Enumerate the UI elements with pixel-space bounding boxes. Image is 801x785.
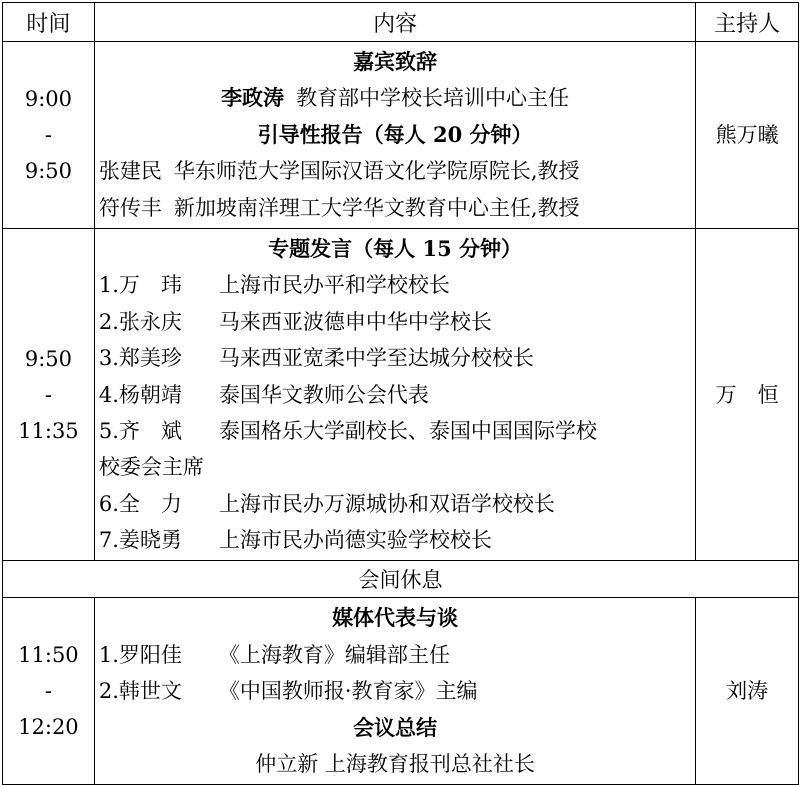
list-item	[99, 377, 691, 413]
speaker-role: 上海市民办万源城协和双语学校校长	[218, 491, 555, 516]
opening-line	[99, 80, 691, 116]
break-row	[3, 561, 799, 598]
time-dash: -	[44, 679, 52, 704]
time-dash: -	[44, 122, 52, 147]
header-host: 主持人	[696, 3, 799, 42]
time-end: 9:50	[24, 158, 72, 183]
header-row	[3, 3, 799, 42]
speaker-name: 1.罗阳佳	[98, 642, 182, 667]
time-cell	[3, 228, 95, 561]
speaker-role: 上海市民办尚德实验学校校长	[218, 528, 492, 553]
time-dash: -	[44, 382, 52, 407]
session-row-1	[3, 42, 799, 229]
time-start: 11:50	[18, 643, 79, 668]
schedule-table	[2, 2, 799, 785]
host-cell: 熊万曦	[696, 42, 799, 229]
speaker-name: 2.韩世文	[98, 679, 182, 704]
speaker-name: 7.姜晓勇	[98, 528, 182, 553]
list-item	[99, 637, 691, 673]
header-time: 时间	[3, 3, 95, 42]
list-item	[99, 340, 691, 376]
speaker-role: 教育部中学校长培训中心主任	[296, 86, 570, 111]
host-cell: 万 恒	[696, 228, 799, 561]
section-title: 引导性报告（每人 20 分钟）	[257, 121, 533, 147]
speaker-role: 新加坡南洋理工大学华文教育中心主任,教授	[173, 195, 580, 220]
time-start: 9:50	[24, 346, 72, 371]
speaker-role: 华东师范大学国际汉语文化学院原院长,教授	[173, 159, 580, 184]
speaker-name: 3.郑美珍	[98, 346, 182, 371]
section-title: 会议总结	[353, 714, 438, 740]
time-end: 12:20	[18, 715, 79, 740]
speaker-role: 《中国教师报·教育家》主编	[218, 679, 478, 704]
speaker-role: 马来西亚波德申中华中学校长	[218, 309, 492, 334]
list-item	[99, 413, 691, 449]
content-cell	[94, 42, 695, 229]
speaker-role: 泰国华文教师公会代表	[218, 382, 429, 407]
content-cell	[94, 598, 695, 785]
speaker-role: 《上海教育》编辑部主任	[218, 642, 450, 667]
content-cell	[94, 228, 695, 561]
speaker-role: 泰国格乐大学副校长、泰国中国国际学校	[218, 418, 597, 443]
speaker-name: 4.杨朝靖	[98, 382, 182, 407]
speaker-name: 符传丰	[98, 195, 162, 220]
list-item	[99, 522, 691, 558]
closing-line: 仲立新 上海教育报刊总社社长	[255, 752, 535, 777]
list-item-continuation: 校委会主席	[98, 455, 204, 480]
speaker-role: 马来西亚宽柔中学至达城分校校长	[218, 346, 534, 371]
section-title: 嘉宾致辞	[353, 49, 438, 74]
list-item	[99, 486, 691, 522]
time-cell	[3, 598, 95, 785]
speaker-name: 5.齐 斌	[98, 418, 182, 443]
list-item	[99, 267, 691, 303]
speaker-line	[99, 153, 691, 189]
speaker-name: 张建民	[98, 159, 162, 184]
section-title: 专题发言（每人 15 分钟）	[268, 235, 522, 261]
list-item	[99, 304, 691, 340]
time-cell	[3, 42, 95, 229]
speaker-name: 2.张永庆	[98, 309, 182, 334]
break-cell: 会间休息	[3, 561, 799, 598]
session-row-3	[3, 598, 799, 785]
speaker-line	[99, 190, 691, 226]
speaker-name: 6.全 力	[98, 491, 182, 516]
speaker-name: 李政涛	[221, 85, 285, 111]
speaker-role: 上海市民办平和学校校长	[218, 273, 450, 298]
session-row-2	[3, 228, 799, 561]
time-end: 11:35	[18, 418, 79, 443]
speaker-name: 1.万 玮	[98, 273, 182, 298]
list-item	[99, 673, 691, 709]
header-content: 内容	[94, 3, 695, 42]
time-start: 9:00	[24, 86, 72, 111]
host-cell: 刘涛	[696, 598, 799, 785]
section-title: 媒体代表与谈	[332, 605, 459, 631]
